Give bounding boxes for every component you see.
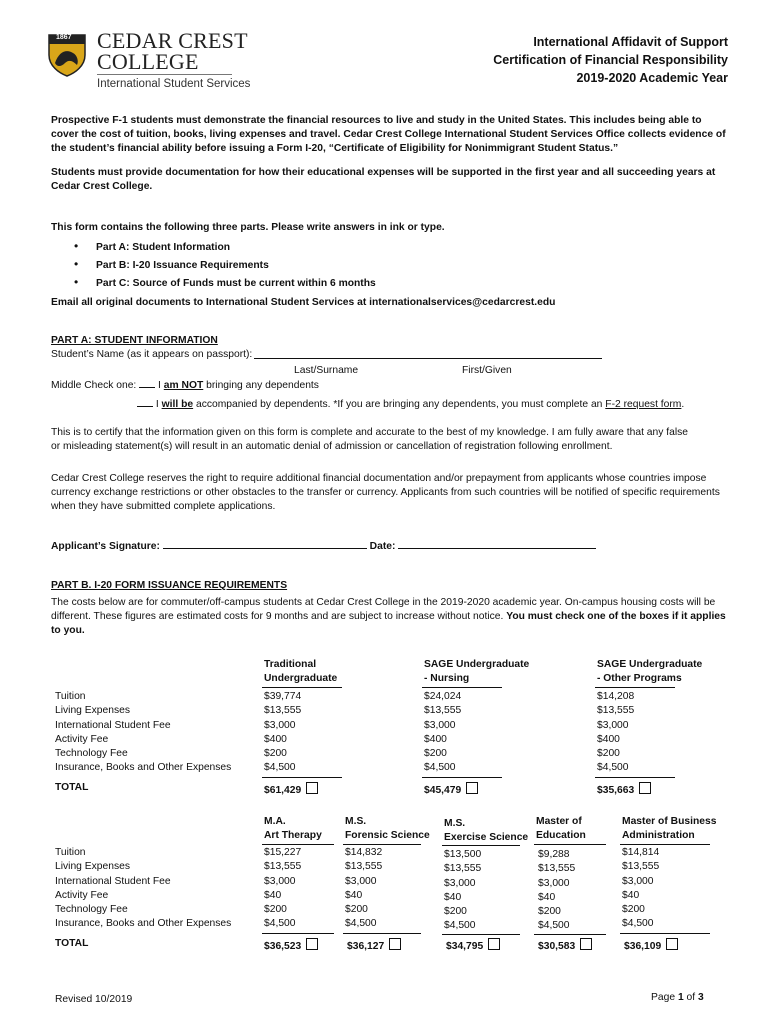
col-traditional-values: $39,774 $13,555 $3,000 $400 $200 $4,500 <box>264 691 302 774</box>
total-label-1: TOTAL <box>55 782 89 793</box>
col-rule <box>620 844 710 845</box>
bullet-dot: • <box>74 257 79 271</box>
f2-request-form-link[interactable]: F-2 request form <box>605 399 682 410</box>
page-number: Page 1 of 3 <box>651 992 704 1003</box>
col-sage-nursing-header: SAGE Undergraduate - Nursing <box>424 659 530 685</box>
logo-subtitle: International Student Services <box>97 78 251 90</box>
dependents-option-1: Middle Check one: I am NOT bringing any dependents <box>51 377 319 393</box>
col-rule <box>343 933 421 934</box>
col-forensic-header: M.S. Forensic Science <box>345 816 430 842</box>
col-mba-header: Master of Business Administration <box>622 816 717 842</box>
student-name-label: Student’s Name (as it appears on passport): <box>51 349 253 360</box>
col-traditional-header: Traditional Undergraduate <box>264 659 338 685</box>
col-art-therapy-values: $15,227 $13,555 $3,000 $40 $200 $4,500 <box>264 847 302 930</box>
col-rule <box>620 933 710 934</box>
cost-labels-1: Tuition Living Expenses International Student Fee Activity Fee Technology Fee Insurance, Books and Other Expenses <box>55 691 232 774</box>
checkbox-mba[interactable] <box>666 938 678 950</box>
total-mba: $36,109 <box>624 938 678 952</box>
date-field[interactable] <box>398 538 596 549</box>
col-rule <box>262 933 334 934</box>
bullet-part-c: Part C: Source of Funds must be current within 6 months <box>96 278 376 289</box>
col-rule <box>262 844 334 845</box>
col-rule <box>343 844 421 845</box>
col-exercise-header: M.S. Exercise Science <box>444 818 529 844</box>
bullet-dot: • <box>74 275 79 289</box>
col-rule <box>442 934 520 935</box>
signature-row: Applicant’s Signature: Date: <box>51 538 596 554</box>
checkbox-sage-other[interactable] <box>639 782 651 794</box>
cost-labels-2: Tuition Living Expenses International Student Fee Activity Fee Technology Fee Insurance, Books and Other Expenses <box>55 847 232 930</box>
col-mba-values: $14,814 $13,555 $3,000 $40 $200 $4,500 <box>622 847 660 930</box>
total-sage-other: $35,663 <box>597 782 651 796</box>
dependents-not-bringing-check[interactable] <box>139 377 155 388</box>
total-label-2: TOTAL <box>55 938 89 949</box>
revision-date: Revised 10/2019 <box>55 994 133 1005</box>
col-rule <box>442 845 520 846</box>
bullet-part-b: Part B: I-20 Issuance Requirements <box>96 260 269 271</box>
total-education: $30,583 <box>538 938 592 952</box>
applicant-signature-field[interactable] <box>163 538 367 549</box>
total-exercise: $34,795 <box>446 938 500 952</box>
col-forensic-values: $14,832 $13,555 $3,000 $40 $200 $4,500 <box>345 847 383 930</box>
col-rule <box>262 777 342 778</box>
total-art-therapy: $36,523 <box>264 938 318 952</box>
col-rule <box>595 777 675 778</box>
col-art-therapy-header: M.A. Art Therapy <box>264 816 322 842</box>
bullet-part-a: Part A: Student Information <box>96 242 231 253</box>
checkbox-art-therapy[interactable] <box>306 938 318 950</box>
form-subtitle: Certification of Financial Responsibility <box>493 53 728 67</box>
logo-divider <box>97 74 232 75</box>
part-b-heading: PART B. I-20 FORM ISSUANCE REQUIREMENTS <box>51 580 288 591</box>
checkbox-sage-nursing[interactable] <box>466 782 478 794</box>
intro-paragraph-3: This form contains the following three parts. Please write answers in ink or type. <box>51 222 445 233</box>
col-rule <box>422 777 502 778</box>
checkbox-forensic[interactable] <box>389 938 401 950</box>
checkbox-traditional[interactable] <box>306 782 318 794</box>
intro-paragraph-1: Prospective F-1 students must demonstrate the financial resources to live and study in the United States. This includes being able to cover the cost of tuition, books, living expenses and travel. Cedar Crest College International Student Services Office collects evidence of the student’s financial ability before issuing a Form I-20, “Certificate of Eligibility for Nonimmigrant Student Status.” <box>51 115 726 154</box>
col-rule <box>534 844 606 845</box>
logo-name-line2: COLLEGE <box>97 49 199 74</box>
checkbox-education[interactable] <box>580 938 592 950</box>
certification-statement: This is to certify that the information given on this form is complete and accurate to the best of my knowledge. I am fully aware that any false or misleading statement(s) will result in an automatic denial of admission or cancellation of registration following enrollment. <box>51 427 688 452</box>
part-a-heading: PART A: STUDENT INFORMATION <box>51 335 218 346</box>
bullet-dot: • <box>74 239 79 253</box>
reserve-statement: Cedar Crest College reserves the right to require additional financial documentation and/or prepayment from applicants whose countries impose currency exchange restrictions or other obstacles to the transfer or currency. Applicants from such countries will be notified of specific requirements when they have submitted complete applications. <box>51 473 720 512</box>
checkbox-exercise[interactable] <box>488 938 500 950</box>
dependents-accompanied-check[interactable] <box>137 396 153 407</box>
first-name-caption: First/Given <box>462 365 512 376</box>
logo-name-line1: CEDAR CREST <box>97 28 248 53</box>
col-rule <box>595 687 675 688</box>
last-name-caption: Last/Surname <box>294 365 359 376</box>
dependents-option-2: I will be accompanied by dependents. *If you are bringing any dependents, you must complete an F-2 request form. <box>137 396 684 412</box>
academic-year: 2019-2020 Academic Year <box>576 71 728 85</box>
intro-paragraph-2: Students must provide documentation for how their educational expenses will be supported in the first year and all succeeding years at Cedar Crest College. <box>51 167 716 192</box>
col-rule <box>422 687 502 688</box>
col-education-values: $9,288 $13,555 $3,000 $40 $200 $4,500 <box>538 849 576 932</box>
col-sage-nursing-values: $24,024 $13,555 $3,000 $400 $200 $4,500 <box>424 691 462 774</box>
total-traditional: $61,429 <box>264 782 318 796</box>
col-rule <box>262 687 342 688</box>
total-sage-nursing: $45,479 <box>424 782 478 796</box>
col-sage-other-header: SAGE Undergraduate - Other Programs <box>597 659 703 685</box>
col-exercise-values: $13,500 $13,555 $3,000 $40 $200 $4,500 <box>444 849 482 932</box>
form-title: International Affidavit of Support <box>533 35 728 49</box>
total-forensic: $36,127 <box>347 938 401 952</box>
student-name-field[interactable] <box>254 358 602 359</box>
email-instruction: Email all original documents to International Student Services at internationalservices@cedarcrest.edu <box>51 297 556 308</box>
col-rule <box>534 934 606 935</box>
col-sage-other-values: $14,208 $13,555 $3,000 $400 $200 $4,500 <box>597 691 635 774</box>
part-b-description: The costs below are for commuter/off-campus students at Cedar Crest College in the 2019-2020 academic year. On-campus housing costs will be different. These figures are estimated costs for 9 months and are subject to increase without notice. You must check one of the boxes if it applies to you. <box>51 597 726 636</box>
logo-year: 1867 <box>56 34 72 41</box>
col-education-header: Master of Education <box>536 816 586 842</box>
